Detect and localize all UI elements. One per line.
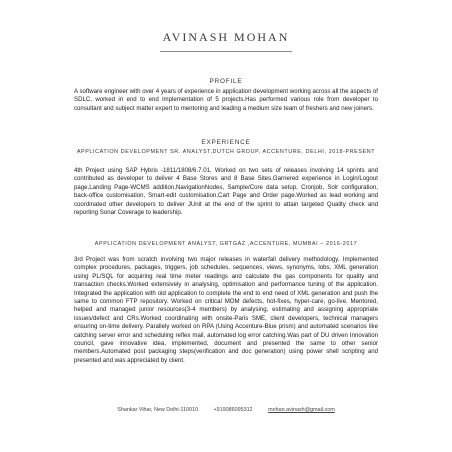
email-link[interactable]: mohan.avinash@gmail.com — [268, 407, 335, 413]
job-title: APPLICATION DEVELOPMENT ANALYST, GRTGAZ ,ACCENTURE, MUMBAI – 2016-2017 — [94, 241, 358, 247]
contact-footer — [0, 407, 452, 413]
experience-heading: EXPERIENCE — [201, 139, 251, 146]
profile-text: A software engineer with over 4 years of experience in application development working across all the aspects of SDLC, worked in end to end implementation of 5 projects.Has performed various role from developer to consultant and subject matter expert to mentoring and leading a medium size team of freshers and new joiners. — [74, 88, 378, 112]
name-divider — [160, 51, 292, 52]
candidate-name: AVINASH MOHAN — [162, 30, 290, 44]
profile-heading: PROFILE — [209, 78, 243, 85]
phone-text: +919086095312 — [213, 407, 253, 413]
job-description: 3rd Project was from scratch involving two major releases in waterfall delivery methodology. Implemented complex procedures, packages, triggers, job schedules, sequences, views, synonyms, lobs, XML generation using PL/SQL for acquiring real time meter readings and calculate the gas components for quality and transaction checks.Worked extensively in analysing, optimisation and performance tuning of the application. Integrated the application with old application to complete the end to end need of XML generation and push the same to common FTP repository. Worked on critical MOM defects, hot-fixes, hyper-care, go-live. Mentored, helped and managed junior resources(3-4 members) by analysing, estimating and assigning appropriate issues/defect and CRs.Worked coordinating with onsite-Paris SME, client developers, technical managers ensuring on-time delivery. Parallely worked on RPA (Using Accenture-Blue prism) and automated scenarios like catching server error and scheduling reflex mail, automated log error catching.Was part of DU driven Innovation council, gave innovative idea, implemented, document and presented the same to other senior members.Automated post packaging steps(verification and doc generation) using power shell scripting and presented and was appreciated by client. — [74, 256, 378, 364]
job-title: APPLICATION DEVELOPMENT SR. ANALYST,DUTCH GROUP, ACCENTURE, DELHI, 2018-PRESENT — [76, 149, 376, 155]
job-description: 4th Project using SAP Hybris -1811/1808/6.7.01, Worked on two sets of releases involving 14 sprints and contributed as developer to deliver 4 Base Stores and 8 Base Sites.Garnered experience in Login/Logout page,Landing Page-WCMS addition,NavigationNodes, Sample/Core data setup, Cronjob, Solr configuration, back-office customisation, Smart-edit customisation,Cart Page and Order page.Worked as lead working and coordinated other developers to deliver JUnit at the end of the sprint to attain targeted Quality check and reporting Sonar Coverage to leadership. — [74, 167, 378, 217]
address-text: Shankar Vihar, New Delhi-110010 — [117, 407, 198, 413]
